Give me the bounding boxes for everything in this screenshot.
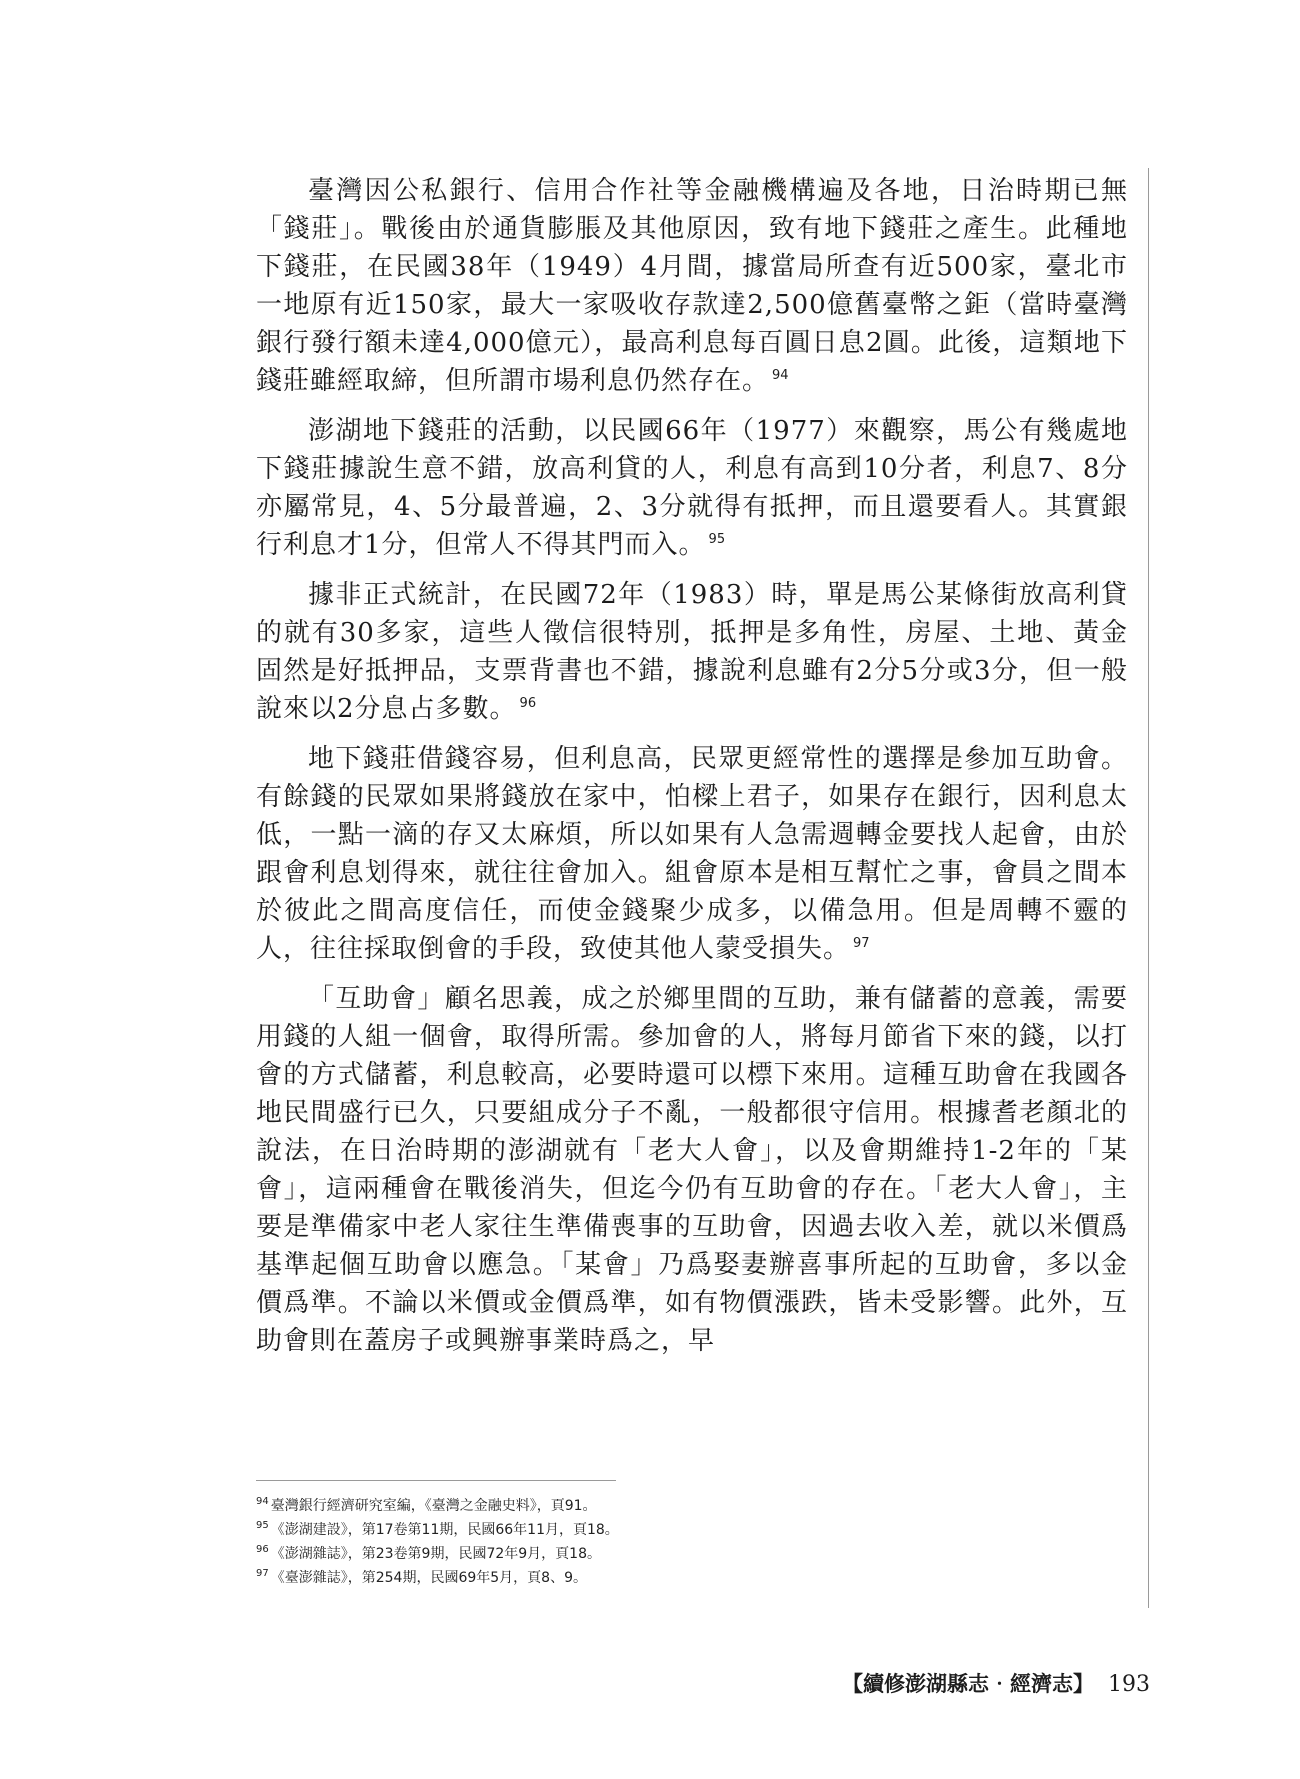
paragraph-5-text: 「互助會」顧名思義，成之於鄉里間的互助，兼有儲蓄的意義，需要用錢的人組一個會，取得所需。參加會的人，將每月節省下來的錢，以打會的方式儲蓄，利息較高，必要時還可以標下來用。這種互助會在我國各地民間盛行已久，只要組成分子不亂，一般都很守信用。根據耆老顏北的說法，在日治時期的澎湖就有「老大人會」，以及會期維持1-2年的「某會」，這兩種會在戰後消失，但迄今仍有互助會的存在。「老大人會」，主要是準備家中老人家往生準備喪事的互助會，因過去收入差，就以米價爲基準起個互助會以應急。「某會」乃爲娶妻辦喜事所起的互助會，多以金價爲準。不論以米價或金價爲準，如有物價漲跌，皆未受影響。此外，互助會則在蓋房子或興辦事業時爲之，早 bbox=[256, 984, 1128, 1356]
paragraph-2 bbox=[256, 412, 1128, 564]
footnote-ref-96: 96 bbox=[519, 696, 537, 712]
footnote-number: 95 bbox=[256, 1520, 269, 1532]
footnote-number: 97 bbox=[256, 1568, 269, 1580]
footnote-96 bbox=[256, 1542, 1116, 1566]
paragraph-1 bbox=[256, 172, 1128, 400]
footnote-separator bbox=[256, 1480, 616, 1481]
paragraph-1-text: 臺灣因公私銀行、信用合作社等金融機構遍及各地，日治時期已無「錢莊」。戰後由於通貨膨脹及其他原因，致有地下錢莊之產生。此種地下錢莊，在民國38年（1949）4月間，據當局所查有近500家，臺北市一地原有近150家，最大一家吸收存款達2,500億舊臺幣之鉅（當時臺灣銀行發行額未達4,000億元），最高利息每百圓日息2圓。此後，這類地下錢莊雖經取締，但所謂市場利息仍然存在。 bbox=[256, 176, 1128, 396]
footnote-text: 《臺澎雜誌》，第254期，民國69年5月，頁8、9。 bbox=[270, 1570, 587, 1586]
footnote-number: 94 bbox=[256, 1496, 269, 1508]
running-title: 【續修澎湖縣志‧經濟志】 bbox=[842, 1671, 1094, 1696]
footnote-ref-94: 94 bbox=[772, 368, 789, 384]
footnote-text: 臺灣銀行經濟研究室編，《臺灣之金融史料》，頁91。 bbox=[270, 1498, 597, 1514]
footnote-text: 《澎湖雜誌》，第23卷第9期，民國72年9月，頁18。 bbox=[270, 1546, 601, 1562]
margin-rule bbox=[1148, 168, 1149, 1608]
footnote-94 bbox=[256, 1494, 1116, 1518]
body-text bbox=[256, 172, 1128, 1372]
footnotes bbox=[256, 1494, 1116, 1590]
paragraph-2-text: 澎湖地下錢莊的活動，以民國66年（1977）來觀察，馬公有幾處地下錢莊據說生意不錯，放高利貸的人，利息有高到10分者，利息7、8分亦屬常見，4、5分最普遍，2、3分就得有抵押，而且還要看人。其實銀行利息才1分，但常人不得其門而入。 bbox=[256, 416, 1128, 560]
footnote-text: 《澎湖建設》，第17卷第11期，民國66年11月，頁18。 bbox=[270, 1522, 619, 1538]
footnote-95 bbox=[256, 1518, 1116, 1542]
paragraph-4 bbox=[256, 740, 1128, 968]
running-footer bbox=[842, 1670, 1150, 1699]
paragraph-3 bbox=[256, 576, 1128, 728]
footnote-97 bbox=[256, 1566, 1116, 1590]
footnote-ref-97: 97 bbox=[853, 936, 870, 952]
footnote-number: 96 bbox=[256, 1544, 269, 1556]
footnote-ref-95: 95 bbox=[708, 532, 726, 548]
page-number: 193 bbox=[1108, 1672, 1150, 1697]
paragraph-5 bbox=[256, 980, 1128, 1360]
paragraph-4-text: 地下錢莊借錢容易，但利息高，民眾更經常性的選擇是參加互助會。有餘錢的民眾如果將錢放在家中，怕樑上君子，如果存在銀行，因利息太低，一點一滴的存又太麻煩，所以如果有人急需週轉金要找人起會，由於跟會利息划得來，就往往會加入。組會原本是相互幫忙之事，會員之間本於彼此之間高度信任，而使金錢聚少成多，以備急用。但是周轉不靈的人，往往採取倒會的手段，致使其他人蒙受損失。 bbox=[256, 744, 1128, 964]
paragraph-3-text: 據非正式統計，在民國72年（1983）時，單是馬公某條街放高利貸的就有30多家，這些人徵信很特別，抵押是多角性，房屋、土地、黃金固然是好抵押品，支票背書也不錯，據說利息雖有2分5分或3分，但一般說來以2分息占多數。 bbox=[256, 580, 1128, 724]
